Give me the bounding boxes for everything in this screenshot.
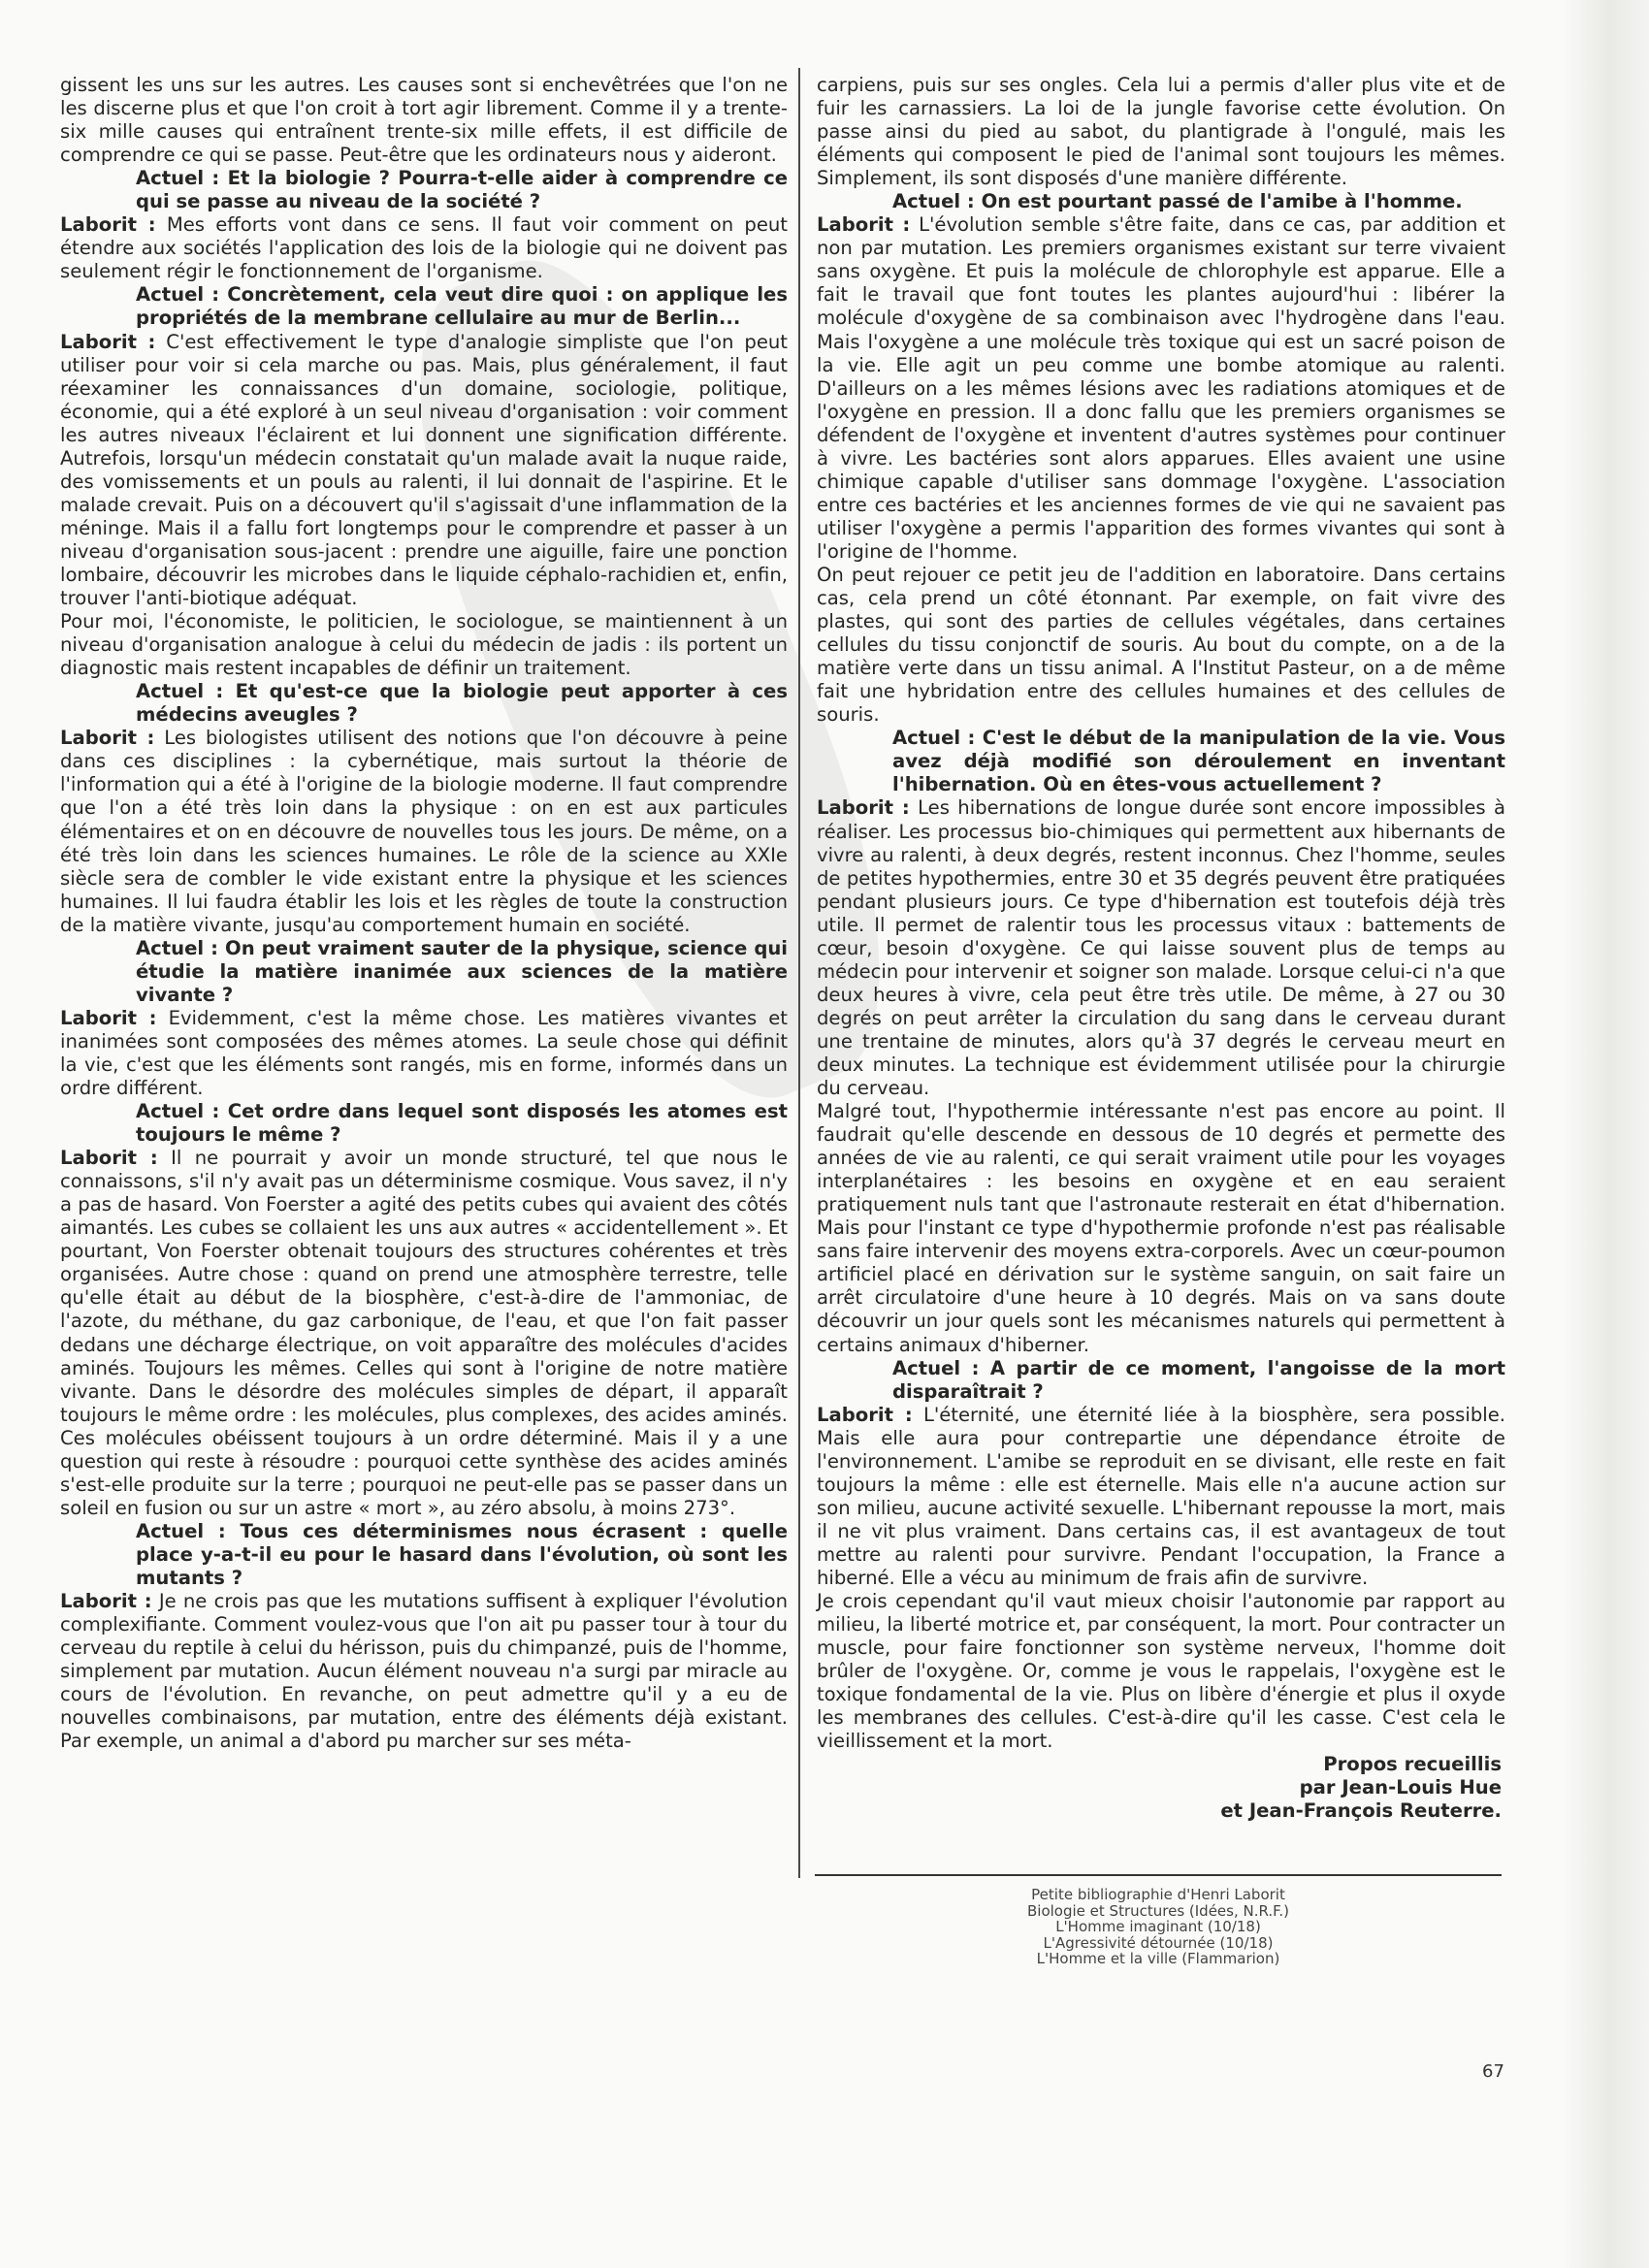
bibliography-item: L'Agressivité détournée (10/18): [1043, 1933, 1274, 1952]
question-text: Cet ordre dans lequel sont disposés les atomes est toujours le même ?: [136, 1100, 788, 1147]
speaker-label: Laborit :: [817, 796, 910, 820]
interviewee-answer: [60, 1147, 788, 1520]
interviewer-question: [60, 937, 788, 1007]
answer-text: L'éternité, une éternité liée à la biosphère, sera possible. Mais elle aura pour contrepartie une dépendance étroite de l'environnement. L'amibe se reproduit en se divisant, elle reste en fait toujours la même : elle est éternelle. Mais elle n'a aucune action sur son milieu, aucune activité sexuelle. L'hibernant repousse la mort, mais il ne vit plus vraiment. Dans certains cas, il est avantageux de tout mettre au ralenti pour survivre. Pendant l'occupation, la France a hiberné. Elle a vécu au minimum de frais afin de survivre.: [817, 1403, 1505, 1589]
body-paragraph: Je crois cependant qu'il vaut mieux choisir l'autonomie par rapport au milieu, la liberté motrice et, par conséquent, la mort. Pour contracter un muscle, pour faire fonctionner son système nerveux, l'homme doit brûler de l'oxygène. Or, comme je vous le rappelais, l'oxygène est le toxique fondamental de la vie. Plus on libère d'énergie et plus il oxyde les membranes des cellules. C'est-à-dire qu'il les casse. C'est cela le vieillissement et la mort.: [817, 1590, 1505, 1753]
right-column: [817, 74, 1505, 1824]
interviewer-question: [817, 1357, 1505, 1404]
scanned-page-edge: [1562, 0, 1649, 2268]
speaker-label: Actuel :: [892, 190, 975, 213]
question-text: Tous ces déterminismes nous écrasent : quelle place y-a-t-il eu pour le hasard dans l'évolution, où sont les mutants ?: [136, 1519, 788, 1589]
interviewer-question: [60, 1100, 788, 1147]
question-text: C'est le début de la manipulation de la vie. Vous avez déjà modifié son déroulement en inventant l'hibernation. Où en êtes-vous actuellement ?: [892, 727, 1505, 796]
body-paragraph: On peut rejouer ce petit jeu de l'addition en laboratoire. Dans certains cas, cela prend un côté étonnant. Par exemple, on fait vivre des plastes, qui sont des parties de cellules végétales, dans certaines cellules du tissu conjonctif de souris. Au bout du compte, on a de la matière verte dans un tissu animal. A l'Institut Pasteur, on a de même fait une hybridation entre des cellules humaines et des cellules de souris.: [817, 563, 1505, 727]
speaker-label: Actuel :: [136, 1519, 226, 1542]
speaker-label: Laborit :: [60, 330, 156, 353]
body-paragraph: carpiens, puis sur ses ongles. Cela lui a permis d'aller plus vite et de fuir les carnassiers. La loi de la jungle favorise cette évolution. On passe ainsi du pied au sabot, du plantigrade à l'ongulé, mais les éléments qui composent le pied de l'animal sont toujours les mêmes. Simplement, ils sont disposés d'une manière différente.: [817, 74, 1505, 190]
answer-text: Les hibernations de longue durée sont encore impossibles à réaliser. Les processus bio-chimiques qui permettent aux hibernants de vivre au ralenti, à deux degrés, restent inconnus. Chez l'homme, seules de petites hypothermies, entre 30 et 35 degrés peuvent être pratiquées pendant plusieurs jours. Ce type d'hibernation est toutefois déjà très utile. Il permet de ralentir tous les processus vitaux : battements de cœur, besoin d'oxygène. Ce qui laisse souvent plus de temps au médecin pour intervenir et soigner son malade. Lorsque celui-ci n'a que deux heures à vivre, cela peut être très utile. De même, à 27 ou 30 degrés on peut arrêter la circulation du sang dans le cerveau durant une trentaine de minutes, alors qu'à 37 degrés le cerveau meurt en deux minutes. La technique est évidemment utilisée pour la chirurgie du cerveau.: [817, 796, 1505, 1100]
speaker-label: Laborit :: [817, 1403, 913, 1426]
speaker-label: Actuel :: [136, 680, 224, 703]
speaker-label: Actuel :: [892, 727, 976, 750]
column-divider: [798, 68, 800, 1878]
interviewer-question: [817, 727, 1505, 796]
interviewer-question: [60, 1520, 788, 1590]
question-text: On est pourtant passé de l'amibe à l'homme.: [981, 190, 1463, 213]
speaker-label: Actuel :: [892, 1356, 980, 1379]
answer-text: Il ne pourrait y avoir un monde structuré, tel que nous le connaissons, s'il n'y avait pas un déterminisme cosmique. Vous savez, il n'y a pas de hasard. Von Foerster a agité des petits cubes qui avaient des côtés aimantés. Les cubes se collaient les uns aux autres « accidentellement ». Et pourtant, Von Foerster obtenait toujours des structures cohérentes et très organisées. Autre chose : quand on prend une atmosphère terrestre, telle qu'elle était au début de la biosphère, c'est-à-dire de l'ammoniac, de l'azote, du méthane, du gaz carbonique, de l'eau, et que l'on fait passer dedans une décharge électrique, on voit apparaître des molécules d'acides aminés. Toujours les mêmes. Celles qui sont à l'origine de notre matière vivante. Dans le désordre des molécules simples de départ, il apparaît toujours le même ordre : les molécules, plus complexes, des acides aminés. Ces molécules obéissent toujours à un ordre déterminé. Mais il y a une question qui reste à résoudre : pourquoi cette synthèse des acides aminés s'est-elle produite sur la terre ; pourquoi ne peut-elle pas se passer dans un soleil en fusion ou sur un astre « mort », au zéro absolu, à moins 273°.: [60, 1147, 788, 1519]
bibliography-item: Biologie et Structures (Idées, N.R.F.): [1027, 1901, 1289, 1920]
bibliography-heading: Petite bibliographie d'Henri Laborit: [1031, 1886, 1285, 1903]
answer-text: L'évolution semble s'être faite, dans ce cas, par addition et non par mutation. Les premiers organismes existant sur terre vivaient sans oxygène. Et puis la molécule de chlorophyle est apparue. Elle a fait le travail que font toutes les plantes aujourd'hui : libérer la molécule d'oxygène de sa combinaison avec l'hydrogène dans l'eau. Mais l'oxygène a une molécule très toxique qui est un sacré poison de la vie. Elle agit un peu comme une bombe atomique au ralenti. D'ailleurs on a les mêmes lésions avec les radiations atomiques et de l'oxygène en pression. Il a donc fallu que les premiers organismes se défendent de l'oxygène et inventent d'autres systèmes pour continuer à vivre. Les bactéries sont alors apparues. Elles avaient une usine chimique capable d'utiliser sans dommage l'oxygène. L'association entre ces bactéries et les anciennes formes de vie qui ne savaient pas utiliser l'oxygène a permis l'apparition des formes vivantes qui sont à l'origine de l'homme.: [817, 213, 1505, 563]
speaker-label: Laborit :: [60, 1590, 152, 1613]
interviewee-answer: [60, 331, 788, 611]
question-text: Concrètement, cela veut dire quoi : on applique les propriétés de la membrane cellulaire au mur de Berlin...: [136, 283, 789, 330]
credits-line: par Jean-Louis Hue: [1299, 1776, 1502, 1799]
interviewee-answer: [817, 1404, 1505, 1590]
question-text: Et qu'est-ce que la biologie peut apporter à ces médecins aveugles ?: [136, 680, 788, 727]
interviewee-answer: [60, 1007, 788, 1100]
left-column: [60, 74, 788, 1753]
interviewee-answer: [60, 213, 788, 283]
question-text: A partir de ce moment, l'angoisse de la mort disparaîtrait ?: [892, 1356, 1505, 1403]
answer-text: Mes efforts vont dans ce sens. Il faut voir comment on peut étendre aux sociétés l'application des lois de la biologie qui ne doivent pas seulement régir le fonctionnement de l'organisme.: [60, 213, 788, 283]
answer-text: Les biologistes utilisent des notions que l'on découvre à peine dans ces disciplines : la cybernétique, mais surtout la théorie de l'information qui a été à l'origine de la biologie moderne. Il faut comprendre que l'on a été très loin dans la physique : on en est aux particules élémentaires et on en découvre de nouvelles tous les jours. De même, on a été très loin dans les sciences humaines. Le rôle de la science au XXIe siècle sera de combler le vide existant entre la physique et les sciences humaines. Il lui faudra établir les lois et les règles de toute la construction de la matière vivante, jusqu'au comportement humain en société.: [60, 727, 788, 936]
speaker-label: Actuel :: [136, 283, 220, 307]
speaker-label: Laborit :: [60, 727, 155, 750]
interviewer-question: [60, 167, 788, 213]
interviewee-answer: [60, 727, 788, 936]
speaker-label: Laborit :: [60, 213, 156, 237]
answer-text: Je ne crois pas que les mutations suffisent à expliquer l'évolution complexifiante. Comment voulez-vous que l'on ait pu passer tour à tour du cerveau du reptile à celui du hérisson, puis du chimpanzé, puis de l'homme, simplement par mutation. Aucun élément nouveau n'a surgi par miracle au cours de l'évolution. En revanche, on peut admettre qu'il y a eu de nouvelles combinaisons, par mutation, entre des éléments déjà existant. Par exemple, un animal a d'abord pu marcher sur ses méta-: [60, 1590, 788, 1753]
question-text: On peut vraiment sauter de la physique, science qui étudie la matière inanimée aux sciences de la matière vivante ?: [136, 936, 789, 1006]
bibliography: [815, 1887, 1502, 1967]
body-paragraph: Malgré tout, l'hypothermie intéressante n'est pas encore au point. Il faudrait qu'elle descende en dessous de 10 degrés et permette des années de vie au ralenti, ce qui serait vraiment utile pour les voyages interplanétaires : les besoins en oxygène et en eau seraient pratiquement nuls tant que l'astronaute resterait en état d'hibernation. Mais pour l'instant ce type d'hypothermie profonde n'est pas réalisable sans faire intervenir des moyens extra-corporels. Avec un cœur-poumon artificiel placé en dérivation sur le système sanguin, on sait faire un arrêt circulatoire d'une heure à 10 degrés. Mais on va sans doute découvrir un jour quels sont les mécanismes naturels qui permettent à certains animaux d'hiberner.: [817, 1100, 1505, 1356]
answer-text: C'est effectivement le type d'analogie simpliste que l'on peut utiliser pour voir si cela marche ou pas. Mais, plus généralement, il faut réexaminer les connaissances d'un domaine, sociologie, politique, économie, qui a été exploré à un seul niveau d'organisation : voir comment les autres niveaux l'éclairent et lui donnent une signification différente. Autrefois, lorsqu'un médecin constatait qu'un malade avait la nuque raide, des vomissements et un pouls au ralenti, il lui donnait de l'aspirine. Et le malade crevait. Puis on a découvert qu'il s'agissait d'une inflammation de la méninge. Mais il a fallu fort longtemps pour le comprendre et passer à un niveau d'organisation sous-jacent : prendre une aiguille, faire une ponction lombaire, découvrir les microbes dans le liquide céphalo-rachidien et, enfin, trouver l'anti-biotique adéquat.: [60, 330, 788, 610]
bibliography-rule: [815, 1874, 1502, 1876]
interviewer-question: [60, 680, 788, 727]
body-paragraph: gissent les uns sur les autres. Les causes sont si enchevêtrées que l'on ne les discerne plus et que l'on croit à tort agir librement. Comme il y a trente-six mille causes qui entraînent trente-six mille effets, il est difficile de comprendre ce qui se passe. Peut-être que les ordinateurs nous y aideront.: [60, 74, 788, 167]
credits-line: Propos recueillis: [1323, 1753, 1502, 1776]
speaker-label: Actuel :: [136, 1100, 220, 1123]
speaker-label: Laborit :: [60, 1147, 158, 1170]
credits-line: et Jean-François Reuterre.: [1220, 1799, 1502, 1823]
speaker-label: Laborit :: [817, 213, 911, 237]
speaker-label: Actuel :: [136, 167, 220, 190]
body-paragraph: Pour moi, l'économiste, le politicien, le sociologue, se maintiennent à un niveau d'organisation analogue à celui du médecin de jadis : ils portent un diagnostic mais restent incapables de définir un traitement.: [60, 610, 788, 680]
question-text: Et la biologie ? Pourra-t-elle aider à comprendre ce qui se passe au niveau de la société ?: [136, 167, 789, 213]
speaker-label: Actuel :: [136, 936, 218, 959]
interviewer-question: [60, 283, 788, 330]
interviewee-answer: [817, 796, 1505, 1100]
answer-text: Evidemment, c'est la même chose. Les matières vivantes et inanimées sont composées des mêmes atomes. La seule chose qui définit la vie, c'est que les éléments sont rangés, mis en forme, informés dans un ordre différent.: [60, 1006, 788, 1100]
bibliography-item: L'Homme et la ville (Flammarion): [1036, 1950, 1280, 1967]
bibliography-item: L'Homme imaginant (10/18): [1055, 1918, 1261, 1935]
interviewee-answer: [60, 1590, 788, 1753]
interviewee-answer: [817, 213, 1505, 564]
speaker-label: Laborit :: [60, 1006, 157, 1029]
article-credits: [817, 1753, 1505, 1823]
page-number: 67: [1482, 2061, 1504, 2082]
interviewer-question: [817, 190, 1505, 213]
